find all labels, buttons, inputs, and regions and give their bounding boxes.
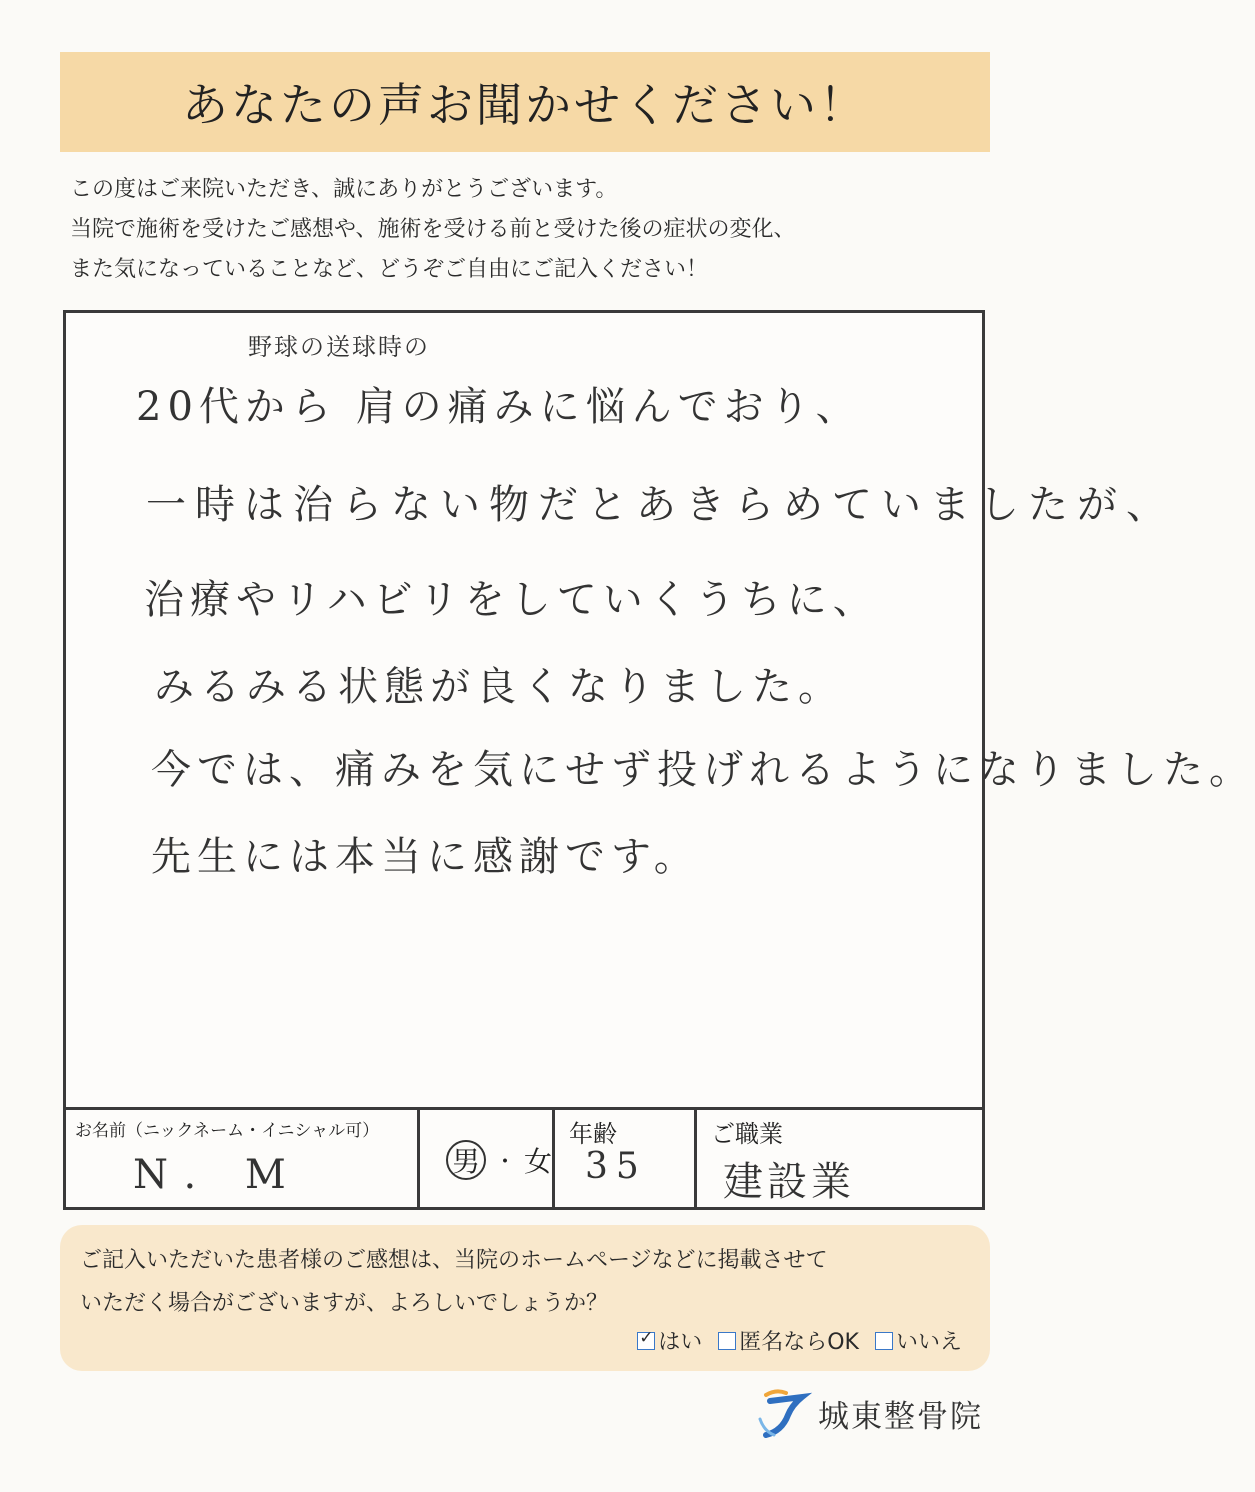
handwritten-line: 一時は治らない物だとあきらめていましたが、 [146,482,1175,528]
gender-options [446,1140,552,1180]
gender-separator: ・ [494,1149,517,1175]
job-label: ご職業 [711,1120,783,1148]
job-value: 建設業 [723,1159,855,1205]
page-title: あなたの声お聞かせください！ [182,78,868,132]
intro-line: また気になっていることなど、どうぞご自由にご記入ください！ [70,257,709,282]
option-label: いいえ [895,1330,962,1355]
option-label: はい [658,1330,703,1355]
consent-line: いただく場合がございますが、よろしいでしょうか？ [80,1291,609,1316]
age-label: 年齢 [569,1120,617,1148]
job-cell [697,1110,985,1210]
consent-line: ご記入いただいた患者様のご感想は、当院のホームページなどに掲載させて [80,1248,828,1273]
handwritten-line: 今では、痛みを気にせず投げれるようになりました。 [151,747,1255,793]
consent-option-no[interactable] [875,1325,962,1356]
handwritten-line: 20代から 肩の痛みに悩んでおり、 [136,384,862,430]
name-cell [63,1110,420,1210]
respondent-info-row [63,1107,985,1210]
consent-text [80,1239,980,1325]
handwritten-note: 野球の送球時の [248,333,430,361]
checkbox-icon[interactable] [718,1332,736,1350]
comment-box [63,310,1255,1210]
age-cell [555,1110,697,1210]
name-value: N. M [133,1152,304,1198]
gender-female: 女 [524,1145,553,1178]
consent-options [637,1325,962,1356]
handwritten-line: 治療やリハビリをしていくうちに、 [144,577,879,623]
checkbox-checked-icon[interactable] [637,1332,655,1350]
handwritten-line: みるみる状態が良くなりました。 [154,664,844,710]
gender-cell [420,1110,555,1210]
consent-option-anonymous[interactable] [718,1325,859,1356]
name-label: お名前（ニックネーム・イニシャル可） [75,1121,380,1141]
option-label: 匿名ならOK [739,1330,859,1355]
handwritten-line: 先生には本当に感謝です。 [151,834,700,880]
clinic-logo [752,1385,983,1441]
age-value: 35 [585,1146,647,1187]
clinic-name: 城東整骨院 [818,1398,983,1435]
consent-option-yes[interactable] [637,1325,702,1356]
title-banner [60,52,990,152]
intro-text [70,170,980,290]
checkbox-icon[interactable] [875,1332,893,1350]
consent-panel [60,1225,990,1371]
intro-line: 当院で施術を受けたご感想や、施術を受ける前と受けた後の症状の変化、 [70,217,796,242]
intro-line: この度はご来院いただき、誠にありがとうございます。 [70,177,618,202]
gender-male-circled: 男 [446,1140,486,1180]
clinic-mark-icon [752,1385,810,1441]
